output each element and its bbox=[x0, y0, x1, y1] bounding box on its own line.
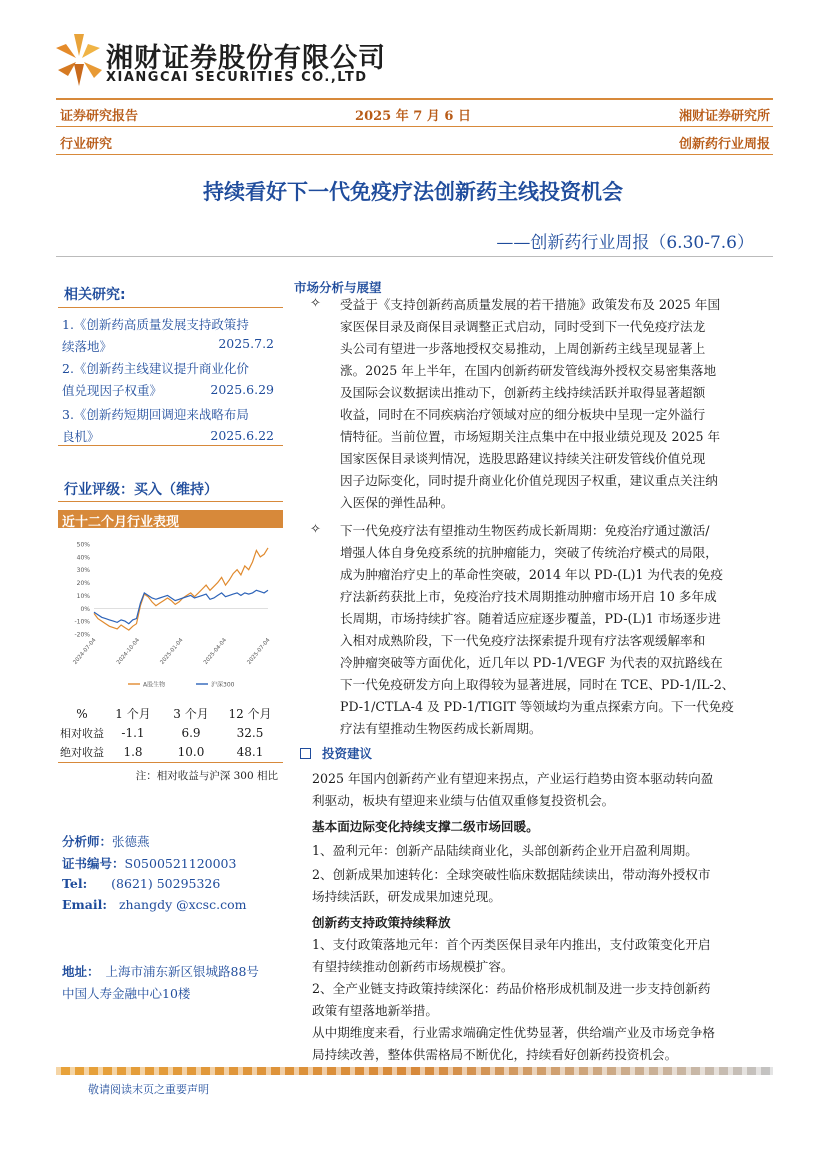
analyst-name: 张德燕 bbox=[112, 834, 150, 849]
market-paragraph-1 bbox=[340, 294, 770, 514]
market-paragraph-2 bbox=[340, 520, 770, 740]
table-rule bbox=[58, 762, 283, 763]
footer-stripe-segment bbox=[224, 1067, 229, 1075]
y-tick-label: -10% bbox=[74, 618, 90, 626]
footer-stripe-segment bbox=[364, 1067, 369, 1075]
footer-stripe-segment bbox=[154, 1067, 159, 1075]
paragraph-line: 长周期，市场持续扩容。随着适应症逐步覆盖，PD-(L)1 市场逐步进 bbox=[340, 611, 721, 626]
related-item-date: 2025.6.29 bbox=[210, 382, 274, 397]
row-label: 绝对收益 bbox=[60, 745, 104, 759]
footer-stripe-segment bbox=[336, 1067, 341, 1075]
invest-point-1-2 bbox=[312, 864, 772, 908]
address-line1 bbox=[62, 962, 259, 980]
footer-stripe-segment bbox=[84, 1067, 89, 1075]
y-tick-label: 20% bbox=[76, 580, 90, 588]
related-item-line1: 1.《创新药高质量发展支持政策持 bbox=[62, 317, 249, 332]
footer-stripe-segment bbox=[70, 1067, 75, 1075]
y-tick-label: 50% bbox=[76, 541, 90, 549]
footer-stripe-segment bbox=[140, 1067, 145, 1075]
legend-label: 沪深300 bbox=[211, 681, 235, 689]
header-rule-top bbox=[56, 98, 773, 100]
footer-stripe-segment bbox=[462, 1067, 467, 1075]
analyst-line bbox=[62, 832, 150, 850]
table-row bbox=[60, 704, 280, 723]
footer-stripe-segment bbox=[448, 1067, 453, 1075]
email-line bbox=[62, 897, 246, 912]
paragraph-line: 因子边际变化，同时提升商业化价值兑现因子权重，建议重点关注纳 bbox=[340, 473, 718, 488]
paragraph-line: 疗法有望推动生物医药成长新周期。 bbox=[340, 721, 542, 736]
tel-value: (8621) 50295326 bbox=[111, 876, 221, 891]
footer-stripe-segment bbox=[504, 1067, 509, 1075]
table-header: % bbox=[76, 706, 88, 721]
table-cell: 10.0 bbox=[177, 744, 205, 759]
invest-point-2-1 bbox=[312, 934, 772, 978]
paragraph-line: 下一代免疫疗法有望推动生物医药成长新周期：免疫治疗通过激活/ bbox=[340, 523, 710, 538]
performance-heading: 近十二个月行业表现 bbox=[62, 515, 180, 530]
footer-stripe-segment bbox=[518, 1067, 523, 1075]
related-item[interactable] bbox=[62, 314, 278, 358]
header-rule-mid bbox=[56, 126, 773, 127]
title-divider bbox=[56, 256, 773, 257]
institute-name: 湘财证券研究所 bbox=[678, 109, 770, 124]
paragraph-line: 国家医保目录谈判情况，选股思路建议持续关注研发管线价值兑现 bbox=[340, 451, 706, 466]
related-item[interactable] bbox=[62, 404, 278, 450]
market-analysis-heading: 市场分析与展望 bbox=[294, 280, 382, 295]
footer-stripe-segment bbox=[126, 1067, 131, 1075]
y-tick-label: 40% bbox=[76, 554, 90, 562]
x-tick-label: 2025-07-04 bbox=[246, 637, 272, 666]
table-header: 1 个月 bbox=[115, 707, 151, 721]
investment-advice-heading: 投资建议 bbox=[322, 746, 373, 761]
footer-stripe-segment bbox=[742, 1067, 747, 1075]
paragraph-line: 疗法新药获批上市，免疫治疗技术周期推动肿瘤市场开启 10 多年成 bbox=[340, 589, 717, 604]
report-date: 2025 年 7 月 6 日 bbox=[355, 109, 471, 124]
paragraph-line: 情特征。当前位置，市场短期关注点集中在中报业绩兑现及 2025 年 bbox=[340, 429, 721, 444]
analyst-label: 分析师： bbox=[62, 834, 113, 849]
row-label: 相对收益 bbox=[60, 726, 104, 740]
legend-label: A股生物 bbox=[143, 681, 166, 689]
related-item-line1: 3.《创新药短期回调迎来战略布局 bbox=[62, 407, 249, 422]
related-item-line1: 2.《创新药主线建议提升商业化价 bbox=[62, 361, 249, 376]
invest-closing bbox=[312, 1022, 772, 1066]
header-rule-bottom bbox=[56, 154, 773, 155]
tel-line bbox=[62, 876, 220, 891]
paragraph-line: 2、全产业链支持政策持续深化：药品价格形成机制及进一步支持创新药 bbox=[312, 981, 711, 996]
footer-stripe-segment bbox=[616, 1067, 621, 1075]
performance-table bbox=[60, 704, 280, 761]
table-header: 3 个月 bbox=[173, 707, 209, 721]
related-rule-bottom bbox=[58, 445, 283, 446]
company-name-cn: 湘财证券股份有限公司 bbox=[106, 43, 386, 74]
paragraph-line: 从中期维度来看，行业需求端确定性优势显著，供给端产业及市场竞争格 bbox=[312, 1025, 715, 1040]
footer-stripe-segment bbox=[420, 1067, 425, 1075]
diamond-bullet-icon: ✧ bbox=[310, 522, 321, 537]
paragraph-line: 利驱动，板块有望迎来业绩与估值双重修复投资机会。 bbox=[312, 793, 615, 808]
table-cell: 48.1 bbox=[236, 744, 264, 759]
footer-stripe-segment bbox=[700, 1067, 705, 1075]
report-series: 创新药行业周报 bbox=[678, 137, 770, 152]
footer-stripe-segment bbox=[98, 1067, 103, 1075]
report-category: 行业研究 bbox=[60, 137, 113, 152]
footer-stripe-segment bbox=[238, 1067, 243, 1075]
series-line-a-share-bio bbox=[94, 548, 268, 630]
footer-stripe-segment bbox=[560, 1067, 565, 1075]
y-tick-label: 0% bbox=[80, 605, 90, 613]
y-tick-label: 10% bbox=[76, 592, 90, 600]
paragraph-line: 涨。2025 年上半年，在国内创新药研发管线海外授权交易密集落地 bbox=[340, 363, 717, 378]
footer-stripe-segment bbox=[728, 1067, 733, 1075]
footer-stripe-segment bbox=[546, 1067, 551, 1075]
footer-stripe-segment bbox=[378, 1067, 383, 1075]
table-cell: 6.9 bbox=[181, 725, 201, 740]
paragraph-line: 场持续活跃，研发成果加速兑现。 bbox=[312, 889, 501, 904]
paragraph-line: 及国际会议数据读出推动下，创新药主线持续活跃并取得显著超额 bbox=[340, 385, 706, 400]
footer-stripe-segment bbox=[322, 1067, 327, 1075]
paragraph-line: 入医保的弹性品种。 bbox=[340, 495, 454, 510]
paragraph-line: 头公司有望进一步落地授权交易推动，上周创新药主线呈现显著上 bbox=[340, 341, 706, 356]
paragraph-line: 入相对成熟阶段，下一代免疫疗法探索提升现有疗法客观缓解率和 bbox=[340, 633, 706, 648]
x-tick-label: 2024-10-04 bbox=[115, 637, 142, 666]
footer-stripe-segment bbox=[756, 1067, 761, 1075]
rating-rule bbox=[58, 501, 283, 502]
footer-stripe-segment bbox=[252, 1067, 257, 1075]
paragraph-line: 下一代免疫研发方向上取得较为显著进展，同时在 TCE、PD-1/IL-2、 bbox=[340, 677, 735, 692]
paragraph-line: 2、创新成果加速转化：全球突破性临床数据陆续读出，带动海外授权市 bbox=[312, 867, 711, 882]
paragraph-line: PD-1/CTLA-4 及 PD-1/TIGIT 等领域均为重点探索方向。下一代免疫 bbox=[340, 699, 734, 714]
footer-stripe bbox=[56, 1067, 773, 1075]
footer-stripe-segment bbox=[280, 1067, 285, 1075]
related-item-date: 2025.7.2 bbox=[218, 336, 274, 351]
footer-stripe-segment bbox=[714, 1067, 719, 1075]
footer-stripe-segment bbox=[658, 1067, 663, 1075]
cert-line bbox=[62, 854, 236, 872]
related-item-line2: 良机》 bbox=[62, 429, 100, 444]
address-value-line1: 上海市浦东新区银城路88号 bbox=[105, 964, 259, 979]
footer-disclaimer: 敬请阅读末页之重要声明 bbox=[88, 1083, 209, 1096]
report-type: 证券研究报告 bbox=[60, 109, 139, 124]
footer-stripe-segment bbox=[392, 1067, 397, 1075]
table-header: 12 个月 bbox=[228, 707, 272, 721]
address-value-line2: 中国人寿金融中心10楼 bbox=[62, 986, 191, 1001]
cert-value: S0500521120003 bbox=[124, 856, 237, 871]
related-list bbox=[62, 314, 278, 450]
related-research-heading: 相关研究: bbox=[64, 287, 126, 303]
footer-stripe-segment bbox=[196, 1067, 201, 1075]
invest-intro bbox=[312, 768, 772, 812]
x-tick-label: 2024-07-04 bbox=[72, 637, 98, 666]
footer-stripe-segment bbox=[434, 1067, 439, 1075]
footer-stripe-segment bbox=[406, 1067, 411, 1075]
email-label: Email: bbox=[62, 897, 107, 912]
paragraph-line: 2025 年国内创新药产业有望迎来拐点，产业运行趋势由资本驱动转向盈 bbox=[312, 771, 714, 786]
x-tick-label: 2025-01-04 bbox=[159, 637, 185, 666]
y-tick-label: -20% bbox=[74, 631, 90, 639]
company-name-en: XIANGCAI SECURITIES CO.,LTD bbox=[106, 70, 368, 85]
y-tick-label: 30% bbox=[76, 567, 90, 575]
footer-stripe-segment bbox=[56, 1067, 61, 1075]
checkbox-square-icon bbox=[300, 748, 311, 759]
paragraph-line: 增强人体自身免疫系统的抗肿瘤能力，突破了传统治疗模式的局限， bbox=[340, 545, 718, 560]
industry-rating: 行业评级：买入（维持） bbox=[64, 482, 218, 498]
footer-stripe-segment bbox=[294, 1067, 299, 1075]
x-tick-label: 2025-04-04 bbox=[202, 637, 229, 666]
series-line-hs300 bbox=[94, 590, 268, 623]
related-item[interactable] bbox=[62, 358, 278, 404]
paragraph-line: 政策有望落地新举措。 bbox=[312, 1003, 438, 1018]
related-rule-top bbox=[58, 307, 283, 308]
paragraph-line: 冷肿瘤突破等方面优化，近几年以 PD-1/VEGF 为代表的双抗路线在 bbox=[340, 655, 723, 670]
footer-stripe-segment bbox=[602, 1067, 607, 1075]
paragraph-line: 受益于《支持创新药高质量发展的若干措施》政策发布及 2025 年国 bbox=[340, 297, 721, 312]
footer-stripe-segment bbox=[686, 1067, 691, 1075]
email-value[interactable]: zhangdy @xcsc.com bbox=[118, 897, 247, 912]
table-cell: 1.8 bbox=[123, 744, 143, 759]
report-subtitle: ——创新药行业周报（6.30-7.6） bbox=[496, 233, 754, 253]
report-title: 持续看好下一代免疫疗法创新药主线投资机会 bbox=[203, 180, 623, 204]
footer-stripe-segment bbox=[532, 1067, 537, 1075]
cert-label: 证书编号： bbox=[62, 856, 125, 871]
related-item-line2: 值兑现因子权重》 bbox=[62, 383, 163, 398]
footer-stripe-segment bbox=[672, 1067, 677, 1075]
footer-stripe-segment bbox=[266, 1067, 271, 1075]
footer-stripe-segment bbox=[574, 1067, 579, 1075]
table-cell: -1.1 bbox=[121, 725, 145, 740]
footer-stripe-segment bbox=[182, 1067, 187, 1075]
invest-subheading-2: 创新药支持政策持续释放 bbox=[312, 915, 451, 930]
footer-stripe-segment bbox=[210, 1067, 215, 1075]
diamond-bullet-icon: ✧ bbox=[310, 296, 321, 311]
table-cell: 32.5 bbox=[236, 725, 264, 740]
invest-point-2-2 bbox=[312, 978, 772, 1022]
footer-stripe-segment bbox=[770, 1067, 773, 1075]
invest-point-1-1: 1、盈利元年：创新产品陆续商业化，头部创新药企业开启盈利周期。 bbox=[312, 843, 698, 858]
paragraph-line: 家医保目录及商保目录调整正式启动，同时受到下一代免疫疗法龙 bbox=[340, 319, 706, 334]
footer-stripe-segment bbox=[350, 1067, 355, 1075]
related-item-line2: 续落地》 bbox=[62, 339, 113, 354]
paragraph-line: 收益，同时在不同疾病治疗领域对应的细分板块中呈现一定外溢行 bbox=[340, 407, 706, 422]
footer-stripe-segment bbox=[476, 1067, 481, 1075]
paragraph-line: 局持续改善，整体供需格局不断优化，持续看好创新药投资机会。 bbox=[312, 1047, 678, 1062]
paragraph-line: 1、支付政策落地元年：首个丙类医保目录年内推出，支付政策变化开启 bbox=[312, 937, 711, 952]
footer-stripe-segment bbox=[588, 1067, 593, 1075]
footer-stripe-segment bbox=[112, 1067, 117, 1075]
footer-stripe-segment bbox=[630, 1067, 635, 1075]
footer-stripe-segment bbox=[644, 1067, 649, 1075]
address-label: 地址： bbox=[62, 964, 100, 979]
paragraph-line: 成为肿瘤治疗史上的革命性突破，2014 年以 PD-(L)1 为代表的免疫 bbox=[340, 567, 723, 582]
footer-stripe-segment bbox=[490, 1067, 495, 1075]
invest-subheading-1: 基本面边际变化持续支撑二级市场回暖。 bbox=[312, 819, 539, 834]
table-note: 注：相对收益与沪深 300 相比 bbox=[135, 770, 278, 782]
tel-label: Tel: bbox=[62, 876, 88, 891]
company-logo-icon bbox=[54, 30, 102, 88]
related-item-date: 2025.6.22 bbox=[210, 428, 274, 443]
footer-stripe-segment bbox=[308, 1067, 313, 1075]
paragraph-line: 有望持续推动创新药市场规模扩容。 bbox=[312, 959, 514, 974]
footer-stripe-segment bbox=[168, 1067, 173, 1075]
performance-chart bbox=[58, 534, 283, 694]
table-row bbox=[60, 723, 280, 742]
table-row bbox=[60, 742, 280, 761]
